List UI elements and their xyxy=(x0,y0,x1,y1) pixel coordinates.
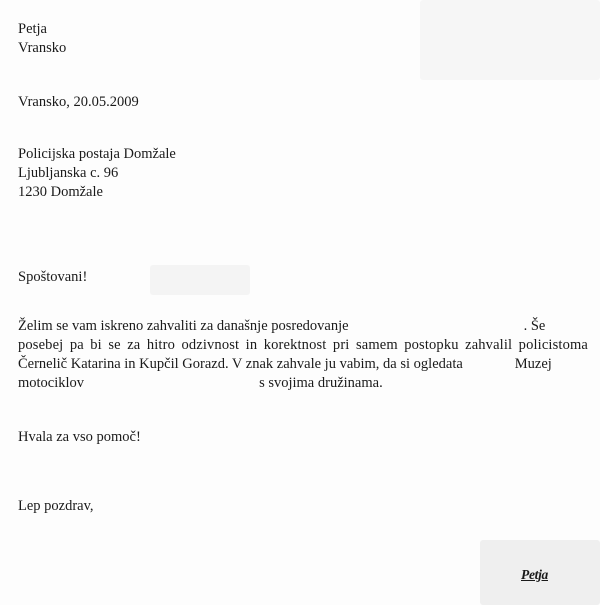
recipient-line-3: 1230 Domžale xyxy=(18,184,103,200)
body-line-3 xyxy=(18,355,588,374)
closing-line xyxy=(18,497,94,516)
date-text: Vransko, 20.05.2009 xyxy=(18,94,139,110)
body-line-3-end: Muzej xyxy=(514,356,552,372)
recipient-line-2: Ljubljanska c. 96 xyxy=(18,165,119,181)
salutation xyxy=(18,268,87,287)
body-line-1-end: . Še xyxy=(523,318,546,334)
scan-artifact xyxy=(420,0,600,80)
body-line-1 xyxy=(18,317,588,336)
thanks-line xyxy=(18,428,141,447)
body-line-4 xyxy=(18,374,588,393)
closing-text: Lep pozdrav, xyxy=(18,498,94,514)
sender-town: Vransko xyxy=(18,40,67,56)
signature: Petja xyxy=(521,567,548,582)
body-line-2: posebej pa bi se za hitro odzivnost in korektnost pri samem postopku zahvalil policistoma xyxy=(18,337,588,353)
body-line-1-start: Želim se vam iskreno zahvaliti za današnje posredovanje xyxy=(18,318,349,334)
body-line-4-end: s svojima družinama. xyxy=(259,375,383,391)
sender-name: Petja xyxy=(18,21,47,37)
scan-artifact xyxy=(150,265,250,295)
thanks-text: Hvala za vso pomoč! xyxy=(18,429,141,445)
body-line-4-start: motociklov xyxy=(18,375,85,391)
recipient-address xyxy=(18,145,176,202)
sender-address xyxy=(18,20,66,58)
salutation-text: Spoštovani! xyxy=(18,269,88,285)
recipient-line-1: Policijska postaja Domžale xyxy=(18,146,176,162)
body-line-3-start: Černelič Katarina in Kupčil Gorazd. V znak zahvale ju vabim, da si ogledata xyxy=(18,356,463,372)
date-line xyxy=(18,93,139,112)
letter-body xyxy=(18,317,588,393)
